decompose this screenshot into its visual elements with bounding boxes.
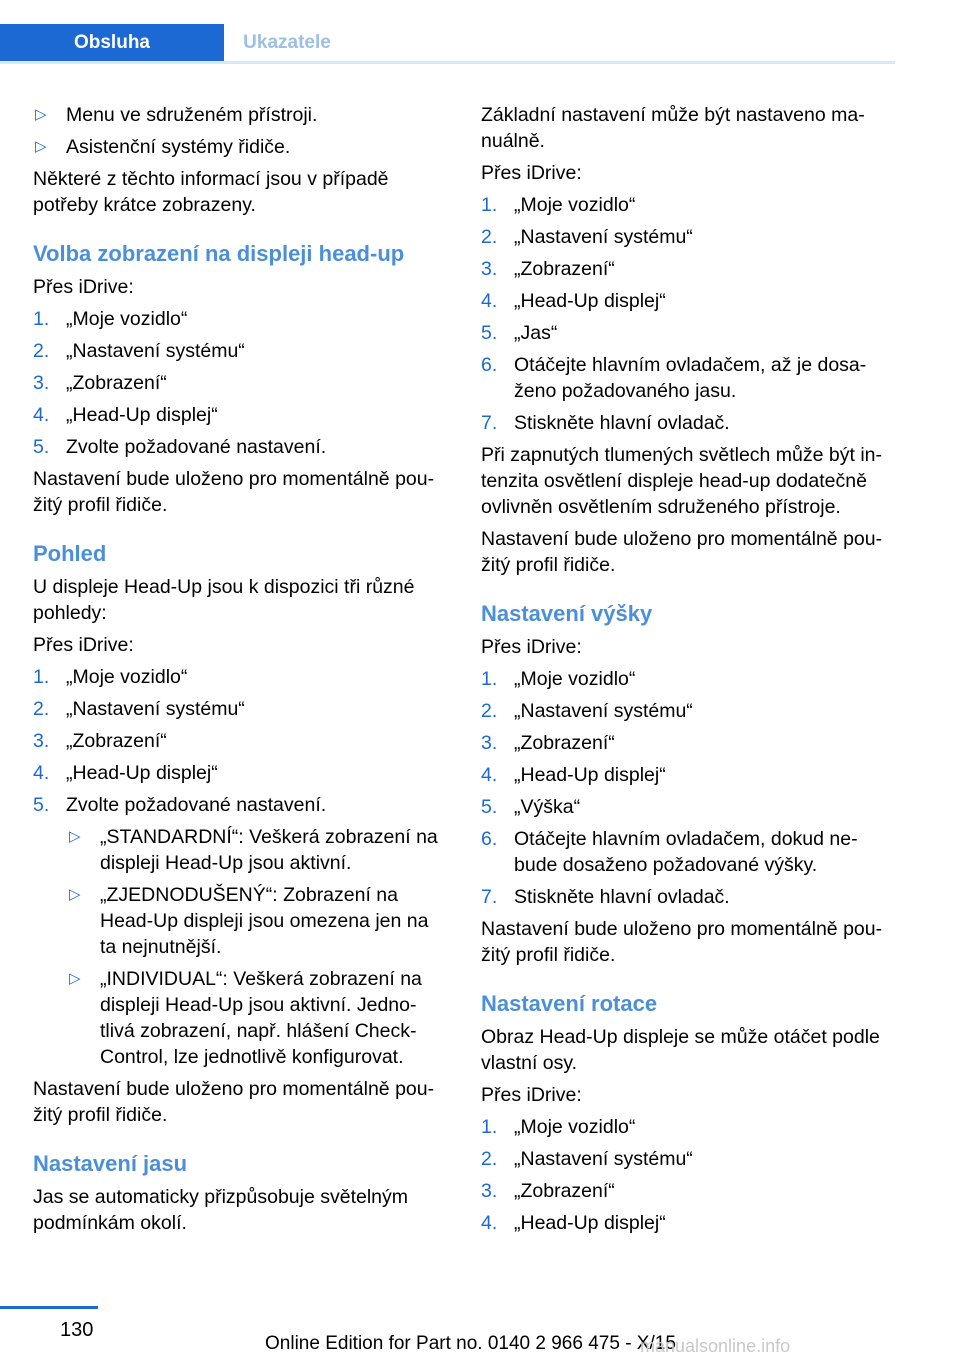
paragraph: Nastavení bude uloženo pro momentálně pou‐žitý profil řidiče. (481, 918, 883, 966)
triangle-bullet-icon: ▷ (35, 106, 47, 123)
paragraph: Jas se automaticky přizpůsobuje světelným podmínkám okolí. (33, 1186, 409, 1234)
list-item: 6. Otáčejte hlavním ovladačem, dokud ne‐bude dosaženo požadované výšky. (481, 828, 858, 876)
sub-bullet-item: ▷ „ZJEDNODUŠENÝ“: Zobrazení na Head-Up displeji jsou omezena jen na ta nejnutnější. (69, 884, 429, 958)
paragraph: Přes iDrive: (33, 634, 134, 656)
heading-nastaveni-vysky: Nastavení výšky (481, 601, 653, 626)
list-item: 1. „Moje vozidlo“ (481, 668, 636, 690)
paragraph: Přes iDrive: (481, 1084, 582, 1106)
paragraph: Nastavení bude uloženo pro momentálně pou‐žitý profil řidiče. (481, 528, 883, 576)
heading-pohled: Pohled (33, 541, 107, 566)
paragraph: Základní nastavení může být nastaveno ma‐nuálně. (481, 104, 865, 152)
list-item: 1. „Moje vozidlo“ (481, 194, 636, 216)
list-item: 3. „Zobrazení“ (481, 732, 615, 754)
paragraph: Při zapnutých tlumených světlech může být in‐tenzita osvětlení displeje head-up dodatečně ovlivněn osvětlením sdruženého přístroje. (481, 444, 883, 518)
tab-obsluha[interactable]: Obsluha (0, 24, 224, 61)
list-item: 2. „Nastavení systému“ (33, 698, 245, 720)
triangle-bullet-icon: ▷ (35, 138, 47, 155)
sub-bullet-item: ▷ „STANDARDNÍ“: Veškerá zobrazení na displeji Head-Up jsou aktivní. (69, 826, 438, 874)
list-item: 6. Otáčejte hlavním ovladačem, až je dosa‐ženo požadovaného jasu. (481, 354, 867, 402)
list-item: 2. „Nastavení systému“ (481, 1148, 693, 1170)
list-item: 1. „Moje vozidlo“ (33, 308, 188, 330)
paragraph: Obraz Head-Up displeje se může otáčet podle vlastní osy. (481, 1026, 880, 1074)
list-item: 4. „Head-Up displej“ (481, 764, 666, 786)
triangle-bullet-icon: ▷ (69, 886, 81, 903)
list-item: 5. „Výška“ (481, 796, 581, 818)
paragraph: Přes iDrive: (481, 162, 582, 184)
watermark: manualsonline.info (640, 1336, 791, 1356)
footer-accent-line (0, 1306, 98, 1309)
list-item: 5. „Jas“ (481, 322, 558, 344)
triangle-bullet-icon: ▷ (69, 970, 81, 987)
heading-volba-zobrazeni: Volba zobrazení na displeji head-up (33, 241, 405, 266)
footer-edition: Online Edition for Part no. 0140 2 966 475 - X/15 (265, 1333, 676, 1354)
list-item: 2. „Nastavení systému“ (481, 700, 693, 722)
right-column (481, 102, 896, 1242)
list-item: 3. „Zobrazení“ (33, 730, 167, 752)
paragraph: Přes iDrive: (33, 276, 134, 298)
page-number: 130 (60, 1319, 94, 1341)
list-item: 7. Stiskněte hlavní ovladač. (481, 886, 730, 908)
paragraph: Nastavení bude uloženo pro momentálně pou‐žitý profil řidiče. (33, 1078, 435, 1126)
paragraph: U displeje Head-Up jsou k dispozici tři různé pohledy: (33, 576, 415, 624)
list-item: 3. „Zobrazení“ (481, 258, 615, 280)
list-item: 4. „Head-Up displej“ (33, 404, 218, 426)
list-item: 3. „Zobrazení“ (481, 1180, 615, 1202)
sub-bullet-item: ▷ „INDIVIDUAL“: Veškerá zobrazení na displeji Head-Up jsou aktivní. Jedno‐tlivá zobrazení, např. hlášení Check-Control, lze jednotlivě konfigurovat. (69, 968, 422, 1068)
list-item: 5. Zvolte požadované nastavení. (33, 794, 327, 816)
list-item: 3. „Zobrazení“ (33, 372, 167, 394)
list-item: 7. Stiskněte hlavní ovladač. (481, 412, 730, 434)
list-item: 2. „Nastavení systému“ (33, 340, 245, 362)
heading-nastaveni-jasu: Nastavení jasu (33, 1151, 188, 1176)
bullet-item: ▷ Menu ve sdruženém přístroji. (35, 104, 318, 126)
list-item: 2. „Nastavení systému“ (481, 226, 693, 248)
bullet-item: ▷ Asistenční systémy řidiče. (35, 136, 291, 158)
list-item: 4. „Head-Up displej“ (481, 1212, 666, 1234)
list-item: 5. Zvolte požadované nastavení. (33, 436, 327, 458)
heading-nastaveni-rotace: Nastavení rotace (481, 991, 658, 1016)
paragraph: Některé z těchto informací jsou v případě potřeby krátce zobrazeny. (33, 168, 389, 216)
list-item: 4. „Head-Up displej“ (33, 762, 218, 784)
tab-ukazatele[interactable]: Ukazatele (243, 32, 331, 53)
list-item: 1. „Moje vozidlo“ (33, 666, 188, 688)
left-column (33, 102, 448, 1242)
list-item: 1. „Moje vozidlo“ (481, 1116, 636, 1138)
triangle-bullet-icon: ▷ (69, 828, 81, 845)
paragraph: Nastavení bude uloženo pro momentálně pou‐žitý profil řidiče. (33, 468, 435, 516)
paragraph: Přes iDrive: (481, 636, 582, 658)
section-tabs (0, 24, 895, 64)
list-item: 4. „Head-Up displej“ (481, 290, 666, 312)
